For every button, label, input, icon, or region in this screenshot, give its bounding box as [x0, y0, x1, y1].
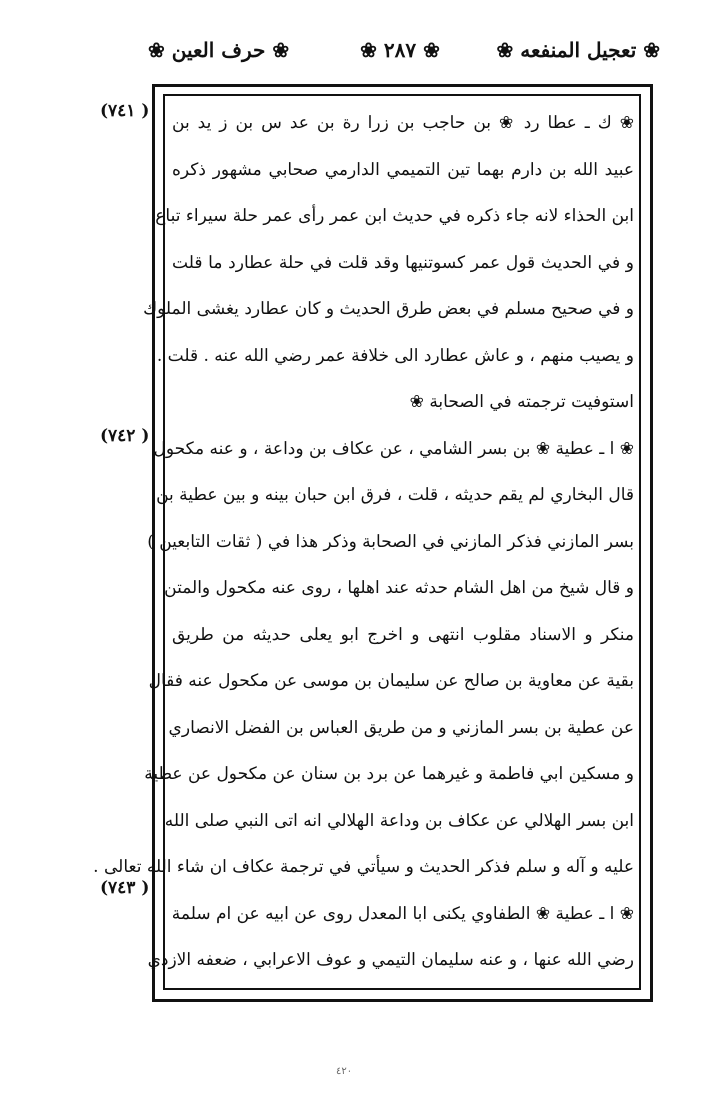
- text-line: ❀ ك ـ عطا رد ❀ بن حاجب بن زرا رة بن عد س بن ز يد بن: [172, 113, 634, 133]
- entry-number-741: ( ٧٤١): [100, 101, 150, 121]
- entry-number-743: ( ٧٤٣): [100, 878, 150, 898]
- text-line: ابن الحذاء لانه جاء ذكره في حديث ابن عمر رأى عمر حلة سيراء تباع: [155, 206, 634, 226]
- text-line: عليه و آله و سلم فذكر الحديث و سيأتي في ترجمة عكاف ان شاء الله تعالى .: [93, 857, 634, 877]
- text-line: ابن بسر الهلالي عن عكاف بن وداعة الهلالي انه اتى النبي صلى الله: [164, 810, 634, 831]
- text-line: عبيد الله بن دارم بهما تين التميمي الدارمي صحابي مشهور ذكره: [172, 159, 634, 180]
- text-line: منكر و الاسناد مقلوب انتهى و اخرج ابو يعلى حديثه من طريق: [172, 624, 634, 645]
- footer-mark: ٤٢٠: [336, 1066, 353, 1077]
- text-line: قال البخاري لم يقم حديثه ، قلت ، فرق ابن حبان بينه و بين عطية بن: [156, 485, 634, 505]
- book-title: ❀ تعجيل المنفعه ❀: [496, 38, 660, 62]
- entry-number-742: ( ٧٤٢): [100, 426, 150, 446]
- page-number: ❀ ٢٨٧ ❀: [360, 38, 440, 62]
- text-line: و يصيب منهم ، و عاش عطارد الى خلافة عمر رضي الله عنه . قلت .: [156, 345, 634, 366]
- text-line: و مسكين ابي فاطمة و غيرهما عن برد بن سنان عن مكحول عن عطية: [144, 764, 634, 784]
- page-header: [140, 34, 660, 84]
- section-title: ❀ حرف العين ❀: [148, 38, 290, 62]
- text-line: بسر المازني فذكر المازني في الصحابة وذكر هذا في ( ثقات التابعين ): [147, 531, 634, 552]
- text-line: و في صحيح مسلم في بعض طرق الحديث و كان عطارد يغشى الملوك: [143, 299, 634, 319]
- text-line: و في الحديث قول عمر كسوتنيها وقد قلت في حلة عطارد ما قلت: [172, 252, 634, 273]
- text-line: عن عطية بن بسر المازني و من طريق العباس بن الفضل الانصاري: [168, 717, 634, 738]
- text-line: بقية عن معاوية بن صالح عن سليمان بن موسى عن مكحول عنه فقال: [148, 671, 634, 691]
- text-line: رضي الله عنها ، و عنه سليمان التيمي و عوف الاعرابي ، ضعفه الازدي: [147, 950, 634, 970]
- text-line: ❀ ا ـ عطية ❀ بن بسر الشامي ، عن عكاف بن وداعة ، و عنه مكحول: [153, 438, 634, 459]
- text-line: ❀ ا ـ عطية ❀ الطفاوي يكنى ابا المعدل روى عن ابيه عن ام سلمة: [171, 903, 634, 924]
- text-line: و قال شيخ من اهل الشام حدثه عند اهلها ، روى عنه مكحول والمتن: [164, 578, 634, 598]
- text-line: استوفيت ترجمته في الصحابة ❀: [409, 392, 634, 412]
